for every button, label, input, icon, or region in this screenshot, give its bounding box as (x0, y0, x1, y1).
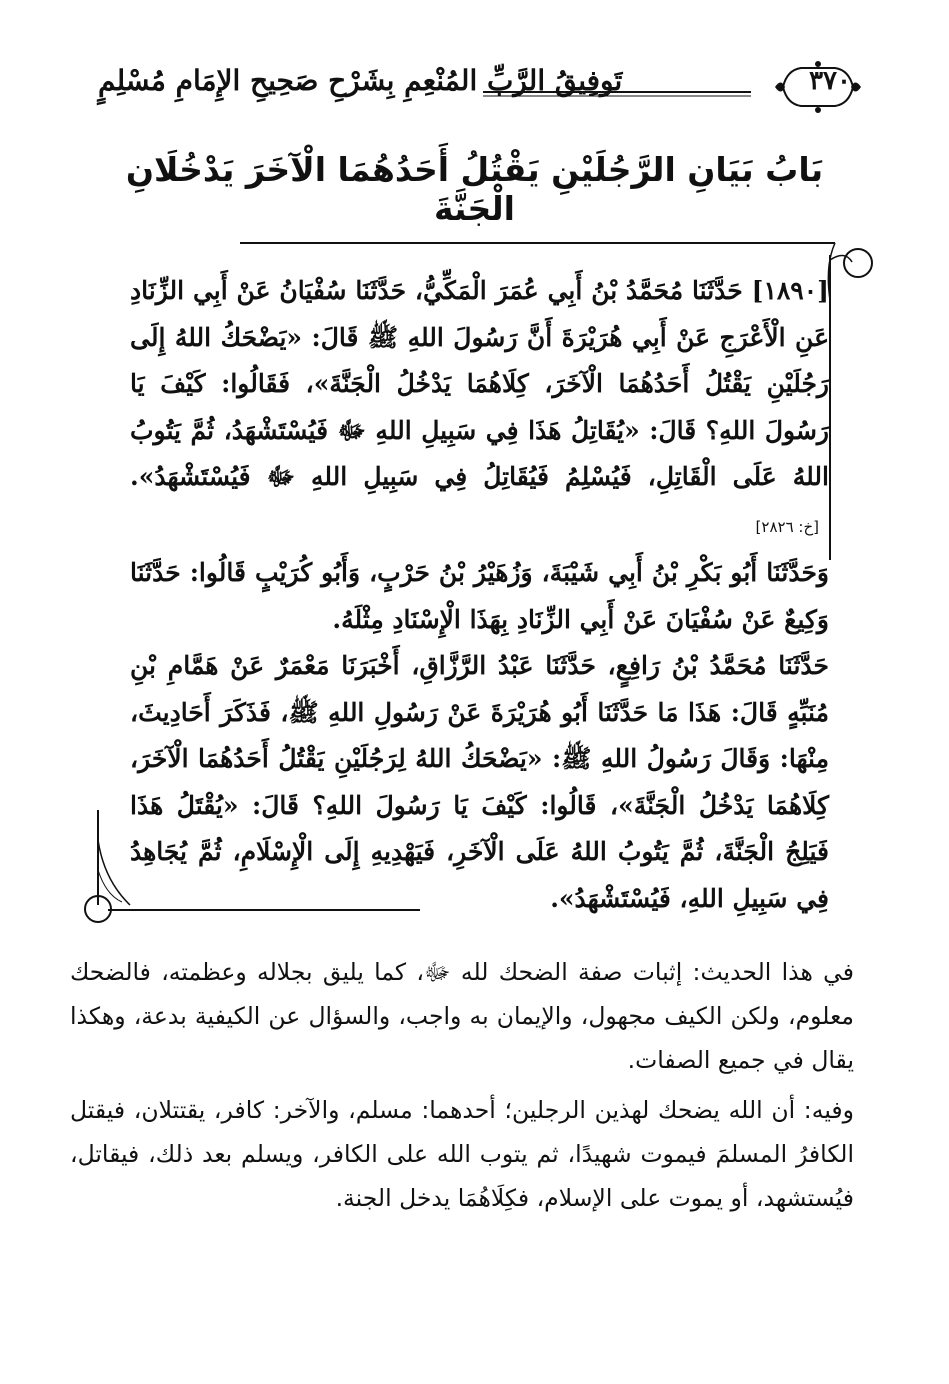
page-number: ٣٧٠ (809, 66, 851, 96)
chapter-title: بَابُ بَيَانِ الرَّجُلَيْنِ يَقْتُلُ أَحَدُهُمَا الْآخَرَ يَدْخُلَانِ الْجَنَّةَ (125, 150, 824, 228)
hadith-text (130, 268, 829, 922)
hadith-paragraph-3: حَدَّثَنَا مُحَمَّدُ بْنُ رَافِعٍ، حَدَّثَنَا عَبْدُ الرَّزَّاقِ، أَخْبَرَنَا مَعْمَرٌ عَنْ هَمَّامِ بْنِ مُنَبِّهٍ قَالَ: هَذَا مَا حَدَّثَنَا أَبُو هُرَيْرَةَ عَنْ رَسُولِ اللهِ ﷺ، فَذَكَرَ أَحَادِيثَ، مِنْهَا: وَقَالَ رَسُولُ اللهِ ﷺ: «يَضْحَكُ اللهُ لِرَجُلَيْنِ يَقْتُلُ أَحَدُهُمَا الْآخَرَ، كِلَاهُمَا يَدْخُلُ الْجَنَّةَ»، قَالُوا: كَيْفَ يَا رَسُولَ اللهِ؟ قَالَ: «يُقْتَلُ هَذَا فَيَلِجُ الْجَنَّةَ، ثُمَّ يَتُوبُ اللهُ عَلَى الْآخَرِ، فَيَهْدِيهِ إِلَى الْإِسْلَامِ، ثُمَّ يُجَاهِدُ فِي سَبِيلِ اللهِ، فَيُسْتَشْهَدُ». (130, 651, 829, 913)
book-title: تَوفِيقُ الرَّبِّ المُنْعِمِ بِشَرْحِ صَحِيحِ الإِمَامِ مُسْلِمٍ (98, 64, 623, 97)
page-header (90, 52, 859, 122)
commentary-paragraph-2: وفيه: أن الله يضحك لهذين الرجلين؛ أحدهما: مسلم، والآخر: كافر، يقتتلان، فيقتل الكافرُ المسلمَ فيموت شهيدًا، ثم يتوب الله على الكافر، ويسلم بعد ذلك، فيقاتل، فيُستشهد، أو يموت على الإسلام، فكِلَاهُمَا يدخل الجنة. (70, 1096, 854, 1212)
commentary-paragraph-1: في هذا الحديث: إثبات صفة الضحك لله ﷻ، كما يليق بجلاله وعظمته، فالضحك معلوم، ولكن الكيف مجهول، والإيمان به واجب، والسؤال عن الكيفية بدعة، وهكذا يقال في جميع الصفات. (70, 958, 854, 1074)
bukhari-reference: [خ: ٢٨٢٦] (755, 517, 819, 536)
hadith-paragraph-2: وَحَدَّثَنَا أَبُو بَكْرِ بْنُ أَبِي شَيْبَةَ، وَزُهَيْرُ بْنُ حَرْبٍ، وَأَبُو كُرَيْبٍ قَالُوا: حَدَّثَنَا وَكِيعٌ عَنْ سُفْيَانَ عَنْ أَبِي الزِّنَادِ بِهَذَا الْإِسْنَادِ مِثْلَهُ. (130, 558, 829, 634)
hadith-paragraph-1 (130, 268, 829, 550)
commentary (70, 950, 854, 1220)
hadith-main-text: [١٨٩٠] حَدَّثَنَا مُحَمَّدُ بْنُ أَبِي عُمَرَ الْمَكِّيُّ، حَدَّثَنَا سُفْيَانُ عَنْ أَبِي الزِّنَادِ عَنِ الْأَعْرَجِ عَنْ أَبِي هُرَيْرَةَ أَنَّ رَسُولَ اللهِ ﷺ قَالَ: «يَضْحَكُ اللهُ إِلَى رَجُلَيْنِ يَقْتُلُ أَحَدُهُمَا الْآخَرَ، كِلَاهُمَا يَدْخُلُ الْجَنَّةَ»، فَقَالُوا: كَيْفَ يَا رَسُولَ اللهِ؟ قَالَ: «يُقَاتِلُ هَذَا فِي سَبِيلِ اللهِ ﷻ فَيُسْتَشْهَدُ، ثُمَّ يَتُوبُ اللهُ عَلَى الْقَاتِلِ، فَيُسْلِمُ فَيُقَاتِلُ فِي سَبِيلِ اللهِ ﷻ فَيُسْتَشْهَدُ». (130, 276, 829, 491)
